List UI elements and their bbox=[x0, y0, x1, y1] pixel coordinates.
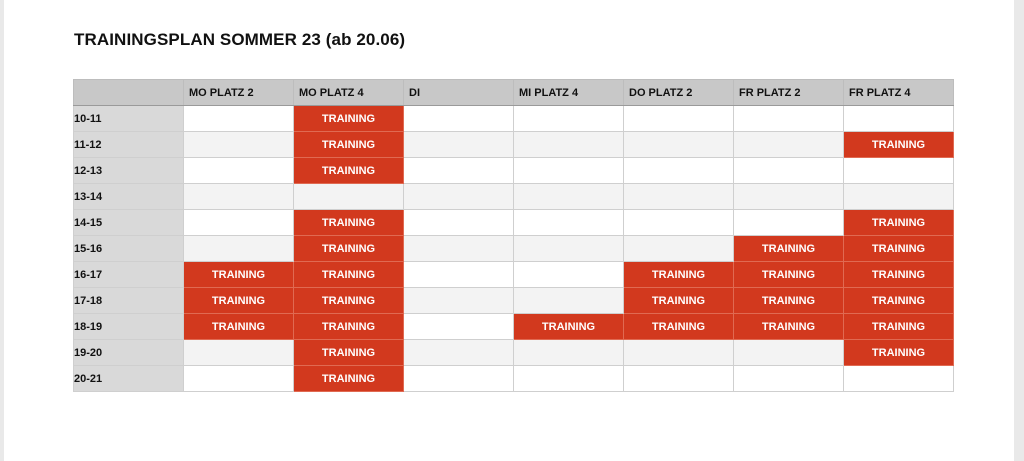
training-cell: TRAINING bbox=[184, 288, 294, 314]
empty-cell bbox=[624, 340, 734, 366]
training-cell: TRAINING bbox=[624, 288, 734, 314]
column-header-mi-platz-4: MI PLATZ 4 bbox=[514, 80, 624, 106]
empty-cell bbox=[184, 236, 294, 262]
time-slot-label: 10-11 bbox=[74, 106, 184, 132]
training-cell: TRAINING bbox=[844, 236, 954, 262]
empty-cell bbox=[734, 158, 844, 184]
empty-cell bbox=[844, 106, 954, 132]
training-cell: TRAINING bbox=[184, 262, 294, 288]
empty-cell bbox=[624, 158, 734, 184]
training-cell: TRAINING bbox=[624, 314, 734, 340]
empty-cell bbox=[404, 210, 514, 236]
training-cell: TRAINING bbox=[844, 132, 954, 158]
column-header-mo-platz-2: MO PLATZ 2 bbox=[184, 80, 294, 106]
empty-cell bbox=[514, 184, 624, 210]
training-cell: TRAINING bbox=[844, 314, 954, 340]
time-slot-label: 12-13 bbox=[74, 158, 184, 184]
empty-cell bbox=[514, 158, 624, 184]
empty-cell bbox=[734, 184, 844, 210]
empty-cell bbox=[184, 340, 294, 366]
empty-cell bbox=[844, 184, 954, 210]
table-row bbox=[74, 366, 954, 392]
empty-cell bbox=[624, 132, 734, 158]
column-header-corner bbox=[74, 80, 184, 106]
time-slot-label: 11-12 bbox=[74, 132, 184, 158]
empty-cell bbox=[514, 106, 624, 132]
column-header-do-platz-2: DO PLATZ 2 bbox=[624, 80, 734, 106]
empty-cell bbox=[624, 106, 734, 132]
training-cell: TRAINING bbox=[514, 314, 624, 340]
empty-cell bbox=[404, 288, 514, 314]
training-cell: TRAINING bbox=[294, 236, 404, 262]
empty-cell bbox=[514, 210, 624, 236]
empty-cell bbox=[184, 106, 294, 132]
empty-cell bbox=[404, 366, 514, 392]
empty-cell bbox=[514, 236, 624, 262]
empty-cell bbox=[734, 210, 844, 236]
document-page bbox=[4, 0, 1014, 461]
time-slot-label: 18-19 bbox=[74, 314, 184, 340]
table-row bbox=[74, 210, 954, 236]
training-cell: TRAINING bbox=[294, 262, 404, 288]
time-slot-label: 20-21 bbox=[74, 366, 184, 392]
training-cell: TRAINING bbox=[734, 262, 844, 288]
training-cell: TRAINING bbox=[294, 366, 404, 392]
training-cell: TRAINING bbox=[294, 210, 404, 236]
time-slot-label: 15-16 bbox=[74, 236, 184, 262]
empty-cell bbox=[844, 158, 954, 184]
empty-cell bbox=[404, 340, 514, 366]
column-header-di: DI bbox=[404, 80, 514, 106]
training-cell: TRAINING bbox=[734, 236, 844, 262]
empty-cell bbox=[404, 132, 514, 158]
empty-cell bbox=[734, 340, 844, 366]
training-cell: TRAINING bbox=[734, 288, 844, 314]
schedule-body bbox=[74, 106, 954, 392]
training-schedule-table bbox=[73, 79, 954, 392]
training-cell: TRAINING bbox=[294, 132, 404, 158]
table-row bbox=[74, 132, 954, 158]
training-cell: TRAINING bbox=[294, 314, 404, 340]
time-slot-label: 19-20 bbox=[74, 340, 184, 366]
empty-cell bbox=[184, 210, 294, 236]
table-row bbox=[74, 262, 954, 288]
empty-cell bbox=[404, 184, 514, 210]
header-row bbox=[74, 80, 954, 106]
empty-cell bbox=[734, 366, 844, 392]
table-row bbox=[74, 184, 954, 210]
empty-cell bbox=[184, 184, 294, 210]
empty-cell bbox=[514, 366, 624, 392]
empty-cell bbox=[404, 314, 514, 340]
training-cell: TRAINING bbox=[294, 340, 404, 366]
empty-cell bbox=[184, 366, 294, 392]
empty-cell bbox=[184, 132, 294, 158]
empty-cell bbox=[734, 106, 844, 132]
table-row bbox=[74, 106, 954, 132]
time-slot-label: 16-17 bbox=[74, 262, 184, 288]
table-row bbox=[74, 340, 954, 366]
empty-cell bbox=[624, 210, 734, 236]
empty-cell bbox=[624, 184, 734, 210]
training-cell: TRAINING bbox=[844, 288, 954, 314]
training-cell: TRAINING bbox=[294, 106, 404, 132]
table-row bbox=[74, 158, 954, 184]
empty-cell bbox=[514, 288, 624, 314]
empty-cell bbox=[514, 340, 624, 366]
page-title: TRAININGSPLAN SOMMER 23 (ab 20.06) bbox=[74, 30, 406, 49]
empty-cell bbox=[294, 184, 404, 210]
empty-cell bbox=[844, 366, 954, 392]
empty-cell bbox=[184, 158, 294, 184]
empty-cell bbox=[404, 262, 514, 288]
training-cell: TRAINING bbox=[294, 288, 404, 314]
empty-cell bbox=[404, 236, 514, 262]
empty-cell bbox=[624, 236, 734, 262]
column-header-fr-platz-4: FR PLATZ 4 bbox=[844, 80, 954, 106]
time-slot-label: 14-15 bbox=[74, 210, 184, 236]
empty-cell bbox=[404, 158, 514, 184]
table-row bbox=[74, 236, 954, 262]
training-cell: TRAINING bbox=[844, 210, 954, 236]
training-cell: TRAINING bbox=[624, 262, 734, 288]
column-header-fr-platz-2: FR PLATZ 2 bbox=[734, 80, 844, 106]
table-row bbox=[74, 288, 954, 314]
time-slot-label: 13-14 bbox=[74, 184, 184, 210]
training-cell: TRAINING bbox=[184, 314, 294, 340]
table-row bbox=[74, 314, 954, 340]
empty-cell bbox=[514, 132, 624, 158]
training-cell: TRAINING bbox=[844, 340, 954, 366]
training-cell: TRAINING bbox=[294, 158, 404, 184]
empty-cell bbox=[514, 262, 624, 288]
empty-cell bbox=[404, 106, 514, 132]
empty-cell bbox=[734, 132, 844, 158]
empty-cell bbox=[624, 366, 734, 392]
training-cell: TRAINING bbox=[844, 262, 954, 288]
time-slot-label: 17-18 bbox=[74, 288, 184, 314]
column-header-mo-platz-4: MO PLATZ 4 bbox=[294, 80, 404, 106]
training-cell: TRAINING bbox=[734, 314, 844, 340]
